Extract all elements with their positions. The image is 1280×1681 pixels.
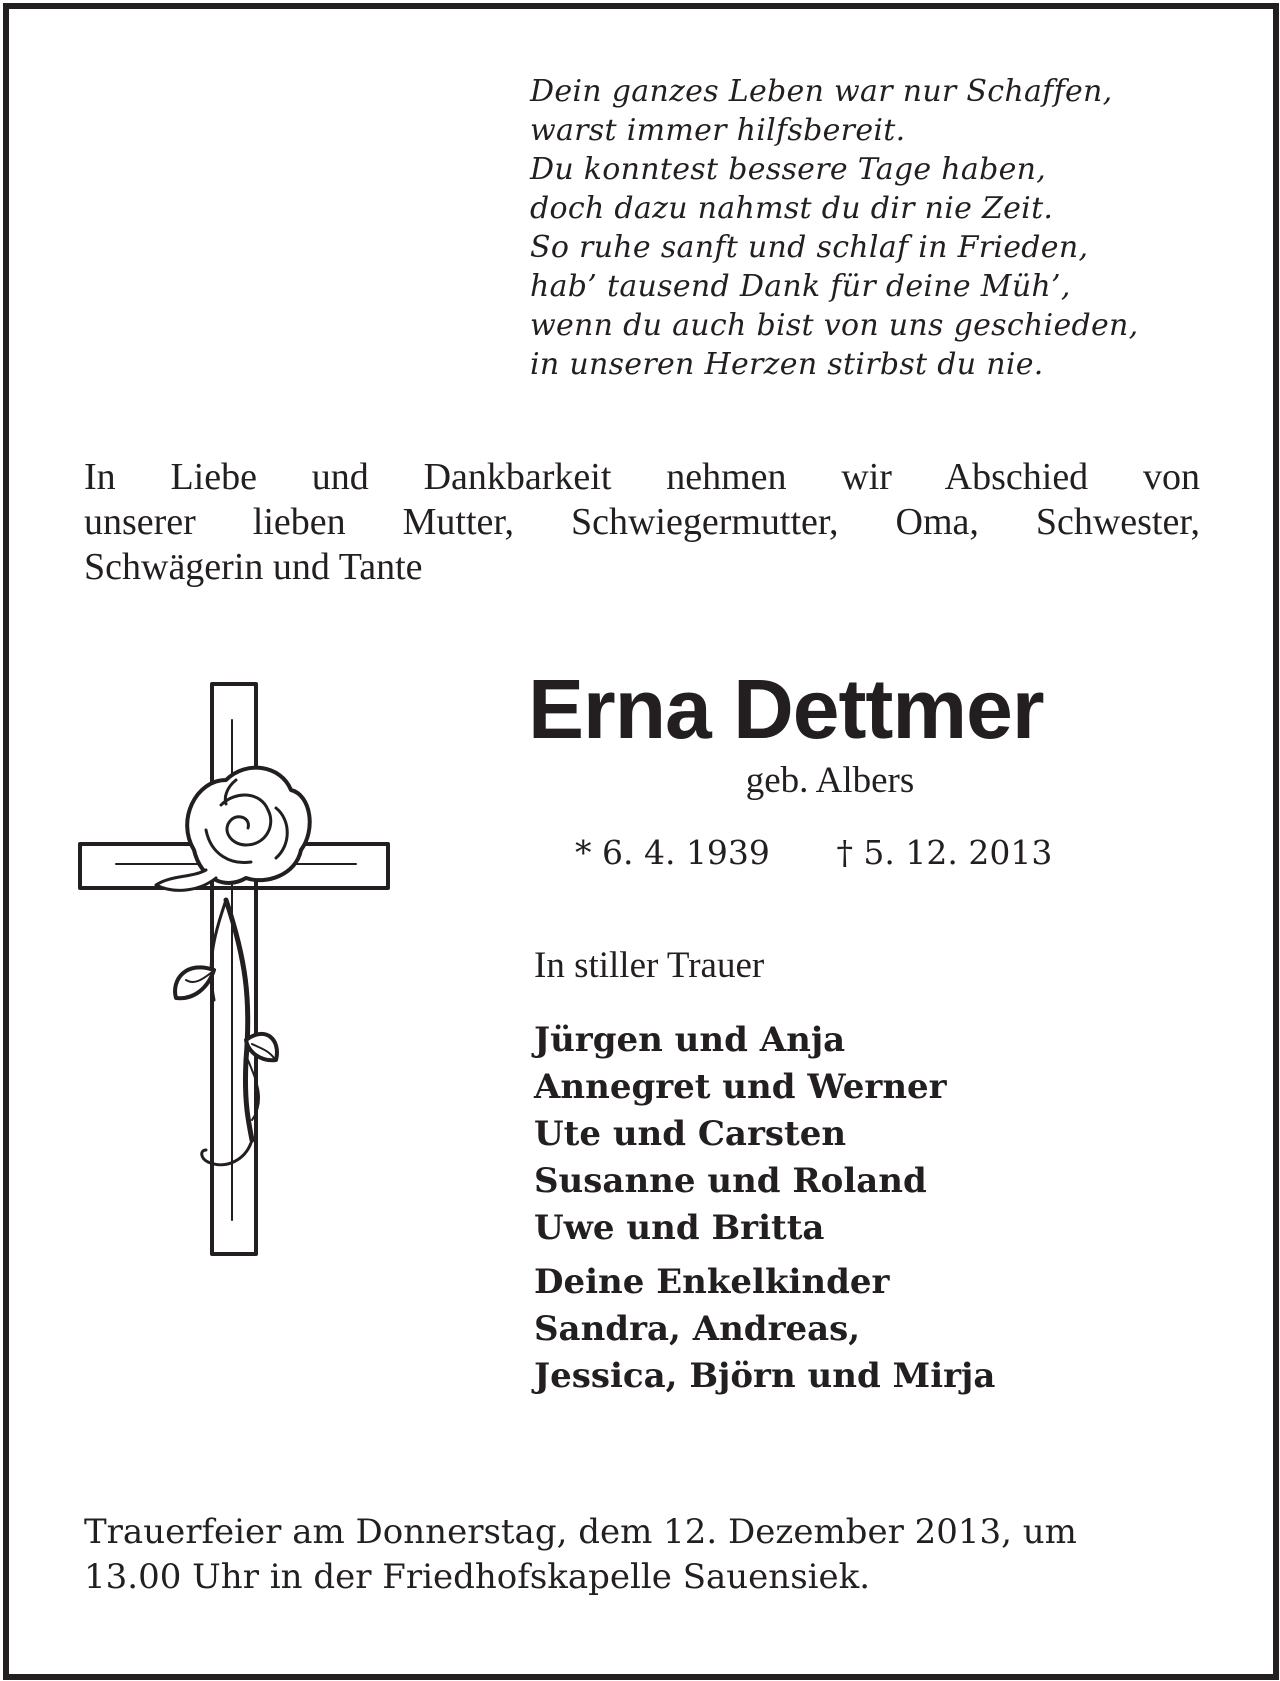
service-line: 13.00 Uhr in der Friedhofskapelle Sauensiek. [84,1557,871,1597]
grandchildren-heading: Deine Enkelkinder [534,1262,890,1302]
mourner-family: Uwe und Britta [534,1208,825,1248]
farewell-intro [84,455,1200,590]
poem-line: Du konntest bessere Tage haben, [530,152,1047,187]
death-date: † 5. 12. 2013 [836,833,1053,872]
poem-line: doch dazu nahmst du dir nie Zeit. [530,191,1054,226]
mourner-family: Susanne und Roland [534,1161,927,1201]
memorial-poem [530,72,1230,384]
mourner-family: Annegret und Werner [534,1067,947,1107]
poem-line: warst immer hilfsbereit. [530,113,906,148]
poem-line: So ruhe sanft und schlaf in Frieden, [530,230,1089,265]
poem-line: wenn du auch bist von uns geschieden, [530,308,1139,343]
life-dates [575,833,1135,873]
intro-line: unserer lieben Mutter, Schwiegermutter, Oma, Schwester, [84,501,1200,543]
maiden-name: geb. Albers [745,760,915,801]
mourning-label: In stiller Trauer [534,945,765,986]
poem-line: in unseren Herzen stirbst du nie. [530,347,1044,382]
grandchildren-names: Sandra, Andreas, [534,1309,861,1349]
deceased-name: Erna Dettmer [528,662,1044,756]
mourner-family: Ute und Carsten [534,1114,847,1154]
intro-line: Schwägerin und Tante [84,546,423,588]
mourner-family: Jürgen und Anja [534,1020,846,1060]
service-line: Trauerfeier am Donnerstag, dem 12. Dezember 2013, um [84,1512,1077,1552]
funeral-service-info [84,1510,1214,1600]
grandchildren-list [534,1259,1134,1400]
birth-date: * 6. 4. 1939 [575,833,770,872]
poem-line: Dein ganzes Leben war nur Schaffen, [530,74,1113,109]
poem-line: hab’ tausend Dank für deine Müh’, [530,269,1071,304]
grandchildren-names: Jessica, Björn und Mirja [534,1356,996,1396]
intro-line: In Liebe und Dankbarkeit nehmen wir Abschied von [84,456,1200,498]
mourner-list [534,1017,1134,1252]
cross-with-rose-icon [76,680,396,1260]
